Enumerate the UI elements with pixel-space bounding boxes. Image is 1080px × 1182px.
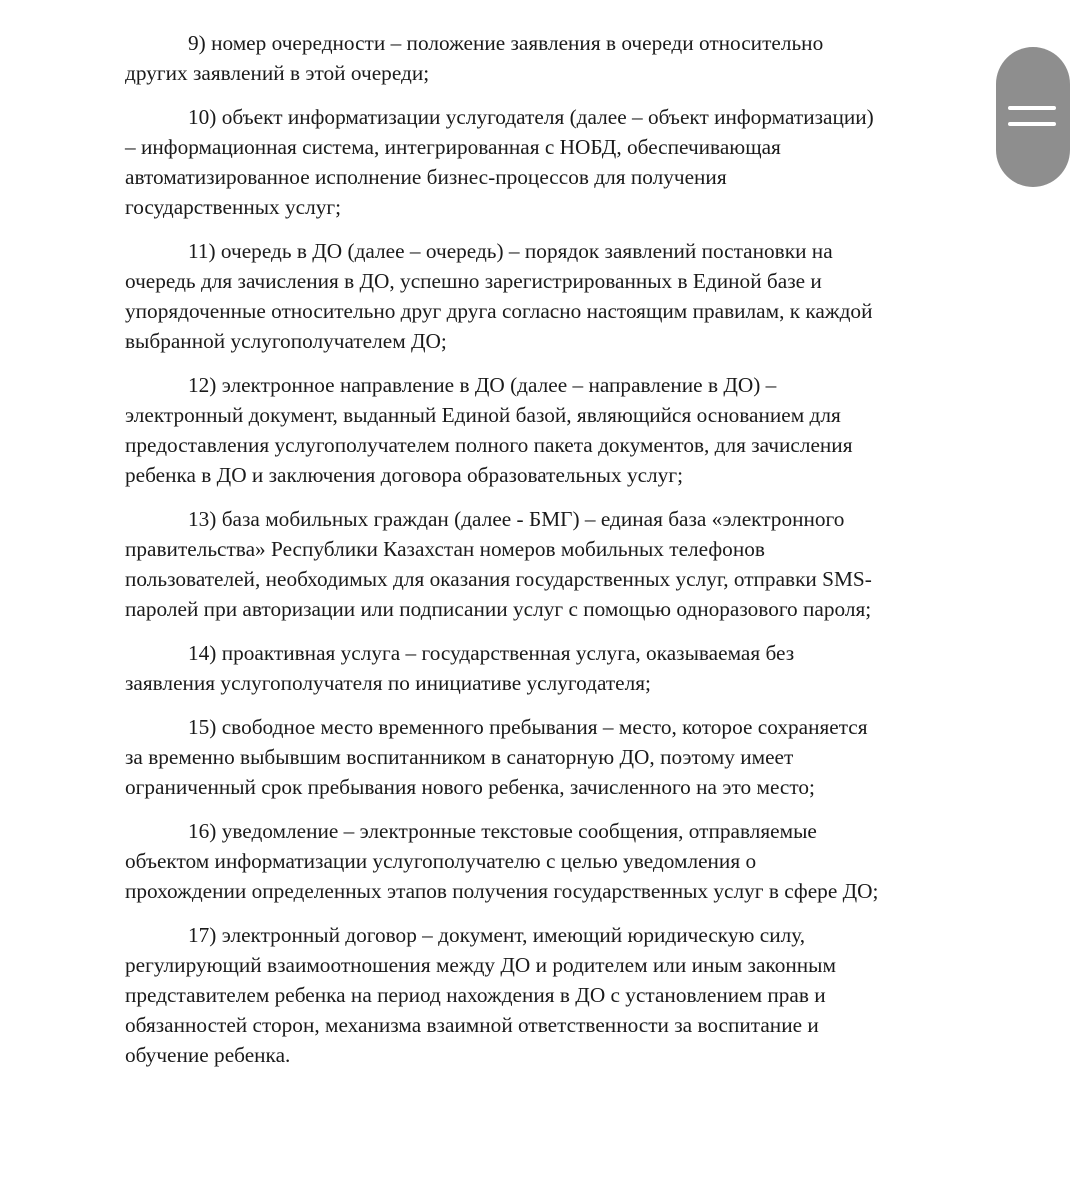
paragraph-item-14: 14) проактивная услуга – государственная услуга, оказываемая без заявления услугополучателя по инициативе услугодателя; [125,641,795,695]
paragraph-item-16: 16) уведомление – электронные текстовые сообщения, отправляемые объектом информатизации услугополучателю с целью уведомления о прохождении определенных этапов получения государственных услуг в сфере ДО; [125,819,879,903]
paragraph-item-10: 10) объект информатизации услугодателя (далее – объект информатизации) – информационная система, интегрированная с НОБД, обеспечивающая автоматизированное исполнение бизнес-процессов для получения государственных услуг; [125,105,874,219]
hamburger-menu-icon-bar [1008,122,1056,126]
paragraph-item-17: 17) электронный договор – документ, имеющий юридическую силу, регулирующий взаимоотношения между ДО и родителем или иным законным представителем ребенка на период нахождения в ДО с установлением прав и обязанностей сторон, механизма взаимной ответственности за воспитание и обучение ребенка. [125,923,836,1067]
floating-menu-button[interactable] [996,47,1070,187]
paragraph-item-9: 9) номер очередности – положение заявления в очереди относительно других заявлений в этой очереди; [125,31,824,85]
paragraph-item-11: 11) очередь в ДО (далее – очередь) – порядок заявлений постановки на очередь для зачисления в ДО, успешно зарегистрированных в Единой базе и упорядоченные относительно друг друга согласно настоящим правилам, к каждой выбранной услугополучателем ДО; [125,239,873,353]
paragraph-item-13: 13) база мобильных граждан (далее - БМГ) – единая база «электронного правительства» Республики Казахстан номеров мобильных телефонов пользователей, необходимых для оказания государственных услуг, отправки SMS- паролей при авторизации или подписании услуг с помощью одноразового пароля; [125,507,872,621]
hamburger-menu-icon [1008,106,1056,110]
paragraph-item-15: 15) свободное место временного пребывания – место, которое сохраняется за временно выбывшим воспитанником в санаторную ДО, поэтому имеет ограниченный срок пребывания нового ребенка, зачисленного на это место; [125,715,868,799]
paragraph-item-12: 12) электронное направление в ДО (далее – направление в ДО) – электронный документ, выданный Единой базой, являющийся основанием для предоставления услугополучателем полного пакета документов, для зачисления ребенка в ДО и заключения договора образовательных услуг; [125,373,853,487]
document-body [125,28,1005,1084]
